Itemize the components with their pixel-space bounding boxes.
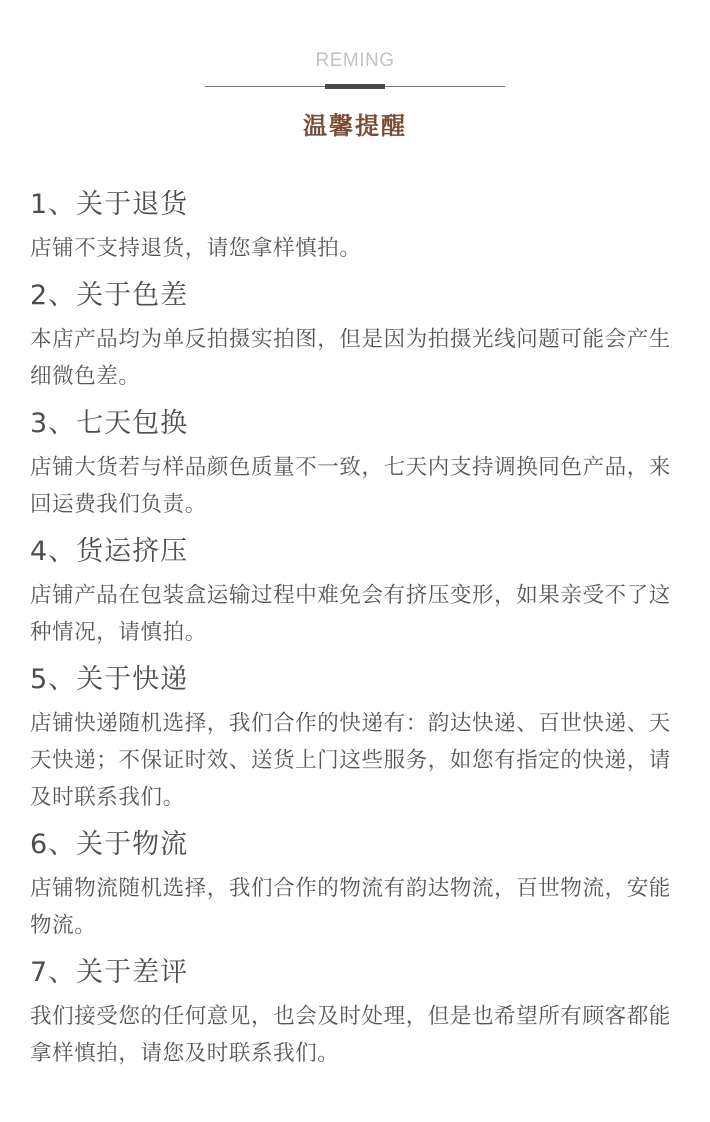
notice-list [30, 186, 675, 1082]
notice-body: 店铺物流随机选择，我们合作的物流有韵达物流，百世物流，安能物流。 [30, 876, 671, 938]
notice-heading: 2、关于色差 [30, 280, 189, 311]
notice-item-logistics [30, 826, 675, 944]
notice-item-shipping-damage [30, 533, 675, 651]
notice-item-returns [30, 186, 675, 267]
header-divider-accent [325, 84, 385, 89]
brand-label: REMING [315, 50, 395, 71]
notice-item-exchange [30, 405, 675, 523]
notice-heading: 3、七天包换 [30, 408, 189, 439]
notice-item-reviews [30, 954, 675, 1072]
page-title: 温馨提醒 [303, 112, 407, 140]
notice-heading: 7、关于差评 [30, 957, 189, 988]
notice-heading: 1、关于退货 [30, 189, 189, 220]
notice-body: 店铺大货若与样品颜色质量不一致，七天内支持调换同色产品，来回运费我们负责。 [30, 455, 671, 517]
notice-body: 本店产品均为单反拍摄实拍图，但是因为拍摄光线问题可能会产生细微色差。 [30, 327, 671, 389]
notice-heading: 5、关于快递 [30, 664, 189, 695]
notice-heading: 6、关于物流 [30, 829, 189, 860]
page-header [0, 0, 710, 150]
notice-body: 店铺产品在包装盒运输过程中难免会有挤压变形，如果亲受不了这种情况，请慎拍。 [30, 583, 671, 645]
notice-body: 我们接受您的任何意见，也会及时处理，但是也希望所有顾客都能拿样慎拍，请您及时联系我们。 [30, 1004, 671, 1066]
notice-body: 店铺快递随机选择，我们合作的快递有：韵达快递、百世快递、天天快递；不保证时效、送货上门这些服务，如您有指定的快递，请及时联系我们。 [30, 711, 671, 810]
notice-item-express [30, 661, 675, 816]
notice-item-color-difference [30, 277, 675, 395]
notice-body: 店铺不支持退货，请您拿样慎拍。 [30, 236, 362, 261]
notice-heading: 4、货运挤压 [30, 536, 189, 567]
